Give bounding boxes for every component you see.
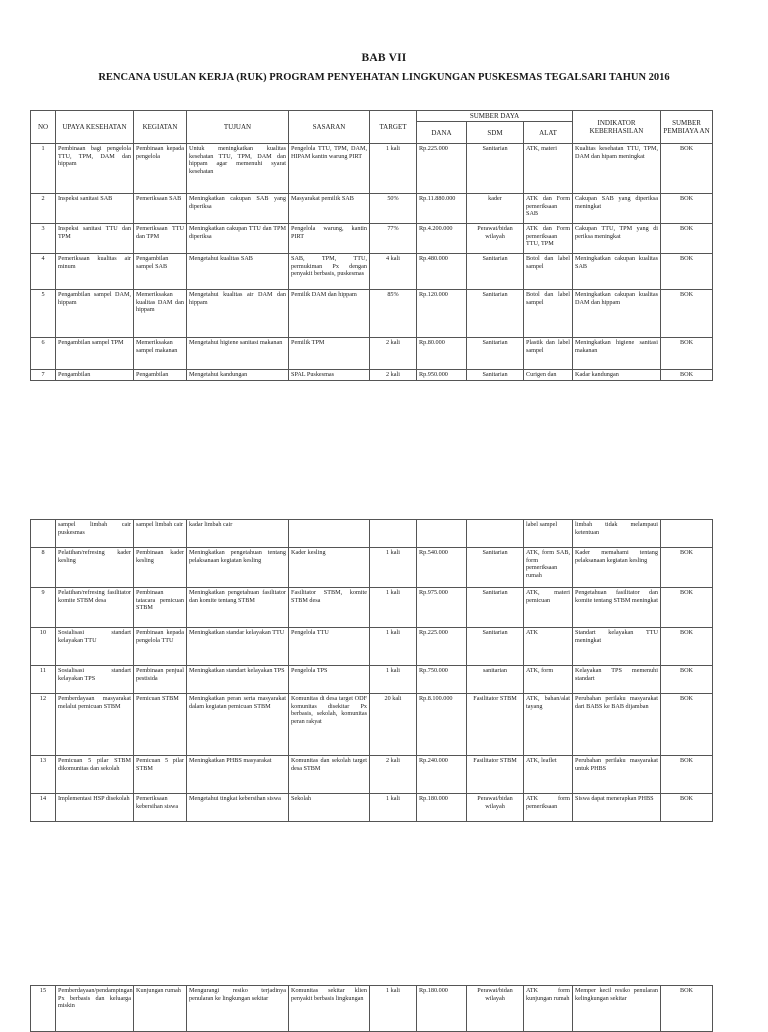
cell-no: 15 bbox=[31, 986, 56, 1032]
cell-dana: Rp.950.000 bbox=[417, 370, 467, 381]
cell-sdm: Sanitarian bbox=[467, 370, 524, 381]
cell-sumber: BOK bbox=[661, 694, 713, 756]
cell-target: 77% bbox=[370, 224, 417, 254]
cell-sdm: Sanitarian bbox=[467, 628, 524, 666]
cell-tujuan: Meningkatkan PHBS masyarakat bbox=[187, 756, 289, 794]
cell-sasaran: Kader kesling bbox=[289, 548, 370, 588]
cell-dana: Rp.225.000 bbox=[417, 144, 467, 194]
cell-target: 1 kali bbox=[370, 666, 417, 694]
cell-sumber: BOK bbox=[661, 290, 713, 338]
cell-alat: ATK, form SAB, form pemeriksaan rumah bbox=[524, 548, 573, 588]
cell-target: 1 kali bbox=[370, 986, 417, 1032]
cell-kegiatan: Pemeriksaan SAB bbox=[134, 194, 187, 224]
cell-no: 12 bbox=[31, 694, 56, 756]
cell-sasaran: Pemilik TPM bbox=[289, 338, 370, 370]
cell-alat: ATK form pemeriksaan bbox=[524, 794, 573, 822]
cell-sumber: BOK bbox=[661, 254, 713, 290]
cell-alat: ATK, form bbox=[524, 666, 573, 694]
cell-target bbox=[370, 520, 417, 548]
cell-no bbox=[31, 520, 56, 548]
cell-sumber: BOK bbox=[661, 548, 713, 588]
cell-no: 10 bbox=[31, 628, 56, 666]
cell-no: 14 bbox=[31, 794, 56, 822]
table-row bbox=[31, 338, 713, 370]
cell-alat: ATK form kunjungan rumah bbox=[524, 986, 573, 1032]
table-row bbox=[31, 666, 713, 694]
cell-upaya: Pengambilan sampel TPM bbox=[56, 338, 134, 370]
cell-dana: Rp.240.000 bbox=[417, 756, 467, 794]
cell-tujuan: Mengetahui kandungan bbox=[187, 370, 289, 381]
cell-sasaran: Masyarakat pemilik SAB bbox=[289, 194, 370, 224]
cell-no: 4 bbox=[31, 254, 56, 290]
table-row bbox=[31, 756, 713, 794]
cell-sdm: Sanitarian bbox=[467, 548, 524, 588]
cell-indikator: Meningkatkan cakupan kualitas SAB bbox=[573, 254, 661, 290]
cell-indikator: Perubahan perilaku masyarakat untuk PHBS bbox=[573, 756, 661, 794]
header-tujuan: TUJUAN bbox=[187, 111, 289, 144]
cell-dana: Rp.180.000 bbox=[417, 794, 467, 822]
cell-kegiatan: sampel limbah cair bbox=[134, 520, 187, 548]
cell-tujuan: Meningkatkan standar kelayakan TTU bbox=[187, 628, 289, 666]
cell-indikator: Perubahan perilaku masyarakat dari BABS ke BAB dijamban bbox=[573, 694, 661, 756]
cell-target: 2 kali bbox=[370, 756, 417, 794]
table-row bbox=[31, 520, 713, 548]
cell-target: 1 kali bbox=[370, 588, 417, 628]
cell-upaya: Pemeriksaan kualitas air minum bbox=[56, 254, 134, 290]
cell-dana bbox=[417, 520, 467, 548]
cell-sdm: Sanitarian bbox=[467, 588, 524, 628]
cell-upaya: Pengambilan bbox=[56, 370, 134, 381]
header-alat: ALAT bbox=[524, 122, 573, 144]
cell-upaya: Pelatihan/refresing kader kesling bbox=[56, 548, 134, 588]
cell-kegiatan: Pemeriksaan kebersihan siswa bbox=[134, 794, 187, 822]
cell-sasaran: Komunitas dan sekolah target desa STBM bbox=[289, 756, 370, 794]
cell-sumber: BOK bbox=[661, 194, 713, 224]
cell-sumber: BOK bbox=[661, 224, 713, 254]
table-row bbox=[31, 194, 713, 224]
table-row bbox=[31, 588, 713, 628]
cell-upaya: Sosialisasi standart kelayakan TTU bbox=[56, 628, 134, 666]
cell-tujuan: kadar limbah cair bbox=[187, 520, 289, 548]
table-row bbox=[31, 548, 713, 588]
table-row bbox=[31, 290, 713, 338]
cell-tujuan: Meningkatkan cakupan SAB yang diperiksa bbox=[187, 194, 289, 224]
cell-indikator: Memper kecil resiko penularan kelingkungan sekitar bbox=[573, 986, 661, 1032]
cell-indikator: Meningkatkan cakupan kualitas DAM dan hippam bbox=[573, 290, 661, 338]
cell-dana: Rp.225.000 bbox=[417, 628, 467, 666]
cell-target: 2 kali bbox=[370, 338, 417, 370]
header-kegiatan: KEGIATAN bbox=[134, 111, 187, 144]
cell-sasaran: SAB, TPM, TTU, permukiman Px dengan penyakit berbasis, puskesmas bbox=[289, 254, 370, 290]
cell-tujuan: Mengetahui kualitas air DAM dan hippam bbox=[187, 290, 289, 338]
cell-target: 1 kali bbox=[370, 628, 417, 666]
cell-kegiatan: Memeriksakan sampel makanan bbox=[134, 338, 187, 370]
cell-sdm bbox=[467, 520, 524, 548]
page-subtitle: RENCANA USULAN KERJA (RUK) PROGRAM PENYEHATAN LINGKUNGAN PUSKESMAS TEGALSARI TAHUN 2016 bbox=[98, 72, 670, 83]
ruk-table-page-1 bbox=[30, 110, 713, 381]
cell-indikator: Kelayakan TPS memenuhi standart bbox=[573, 666, 661, 694]
cell-indikator: Kader memahami tentang pelaksanaan kegiatan kesling bbox=[573, 548, 661, 588]
cell-sdm: sanitarian bbox=[467, 666, 524, 694]
cell-alat: ATK, materi bbox=[524, 144, 573, 194]
cell-target: 1 kali bbox=[370, 794, 417, 822]
cell-upaya: Pemberdayaan/pendampingan Px berbasis dan keluarga miskin bbox=[56, 986, 134, 1032]
cell-no: 9 bbox=[31, 588, 56, 628]
cell-sdm: Perawat/bidan wilayah bbox=[467, 986, 524, 1032]
header-indikator: INDIKATOR KEBERHASILAN bbox=[573, 111, 661, 144]
cell-sasaran: Pengelola warung, kantin PIRT bbox=[289, 224, 370, 254]
cell-sumber bbox=[661, 520, 713, 548]
cell-dana: Rp.4.200.000 bbox=[417, 224, 467, 254]
cell-dana: Rp.11.880.000 bbox=[417, 194, 467, 224]
header-sasaran: SASARAN bbox=[289, 111, 370, 144]
cell-target: 2 kali bbox=[370, 370, 417, 381]
table-row bbox=[31, 224, 713, 254]
cell-upaya: Inspeksi sanitasi SAB bbox=[56, 194, 134, 224]
cell-sumber: BOK bbox=[661, 588, 713, 628]
cell-sumber: BOK bbox=[661, 370, 713, 381]
table-row bbox=[31, 794, 713, 822]
cell-kegiatan: Pembinaan kepada pengelola TTU bbox=[134, 628, 187, 666]
cell-alat: Curigen dan bbox=[524, 370, 573, 381]
cell-sdm: Fasilitator STBM bbox=[467, 756, 524, 794]
cell-tujuan: Mengurangi resiko terjadinya penularan ke lingkungan sekitar bbox=[187, 986, 289, 1032]
cell-indikator: Standart kelayakan TTU meningkat bbox=[573, 628, 661, 666]
table-row bbox=[31, 628, 713, 666]
cell-indikator: Pengetahuan fasilitator dan komite tentang STBM meningkat bbox=[573, 588, 661, 628]
cell-kegiatan: Pembinaan kader kesling bbox=[134, 548, 187, 588]
cell-dana: Rp.480.000 bbox=[417, 254, 467, 290]
cell-upaya: Sosialisasi standart kelayakan TPS bbox=[56, 666, 134, 694]
table-row bbox=[31, 370, 713, 381]
cell-dana: Rp.120.000 bbox=[417, 290, 467, 338]
cell-dana: Rp.180.000 bbox=[417, 986, 467, 1032]
cell-sasaran: Sekolah bbox=[289, 794, 370, 822]
cell-alat: Plastik dan label sampel bbox=[524, 338, 573, 370]
cell-dana: Rp.750.000 bbox=[417, 666, 467, 694]
cell-sumber: BOK bbox=[661, 666, 713, 694]
cell-sdm: Sanitarian bbox=[467, 338, 524, 370]
cell-upaya: Pemberdayaan masyarakat melalui pemicuan STBM bbox=[56, 694, 134, 756]
cell-no: 2 bbox=[31, 194, 56, 224]
table-row bbox=[31, 694, 713, 756]
table-row bbox=[31, 144, 713, 194]
cell-sdm: Perawat/bidan wilayah bbox=[467, 224, 524, 254]
cell-sdm: Perawat/bidan wilayah bbox=[467, 794, 524, 822]
cell-no: 8 bbox=[31, 548, 56, 588]
header-target: TARGET bbox=[370, 111, 417, 144]
cell-upaya: Inspeksi sanitasi TTU dan TPM bbox=[56, 224, 134, 254]
cell-sasaran: Komunitas di desa target ODF komunitas disekitar Px berbasis, sekolah, komunitas peran rakyat bbox=[289, 694, 370, 756]
ruk-table-page-3 bbox=[30, 985, 713, 1032]
cell-indikator: Cakupan SAB yang diperiksa meningkat bbox=[573, 194, 661, 224]
header-no: NO bbox=[31, 111, 56, 144]
cell-sasaran: Pengelola TPS bbox=[289, 666, 370, 694]
cell-sdm: Sanitarian bbox=[467, 254, 524, 290]
cell-kegiatan: Pemicuan STBM bbox=[134, 694, 187, 756]
cell-no: 3 bbox=[31, 224, 56, 254]
table-row bbox=[31, 986, 713, 1032]
cell-tujuan: Meningkatkan pengetahuan tentang pelaksanaan kegiatan kesling bbox=[187, 548, 289, 588]
cell-indikator: Cakupan TTU, TPM yang di periksa meningkat bbox=[573, 224, 661, 254]
cell-kegiatan: Pembinaan tatacara pemicuan STBM bbox=[134, 588, 187, 628]
cell-sdm: Sanitarian bbox=[467, 144, 524, 194]
ruk-table-page-2 bbox=[30, 519, 713, 822]
cell-no: 6 bbox=[31, 338, 56, 370]
cell-alat: ATK dan Form pemeriksaan SAB bbox=[524, 194, 573, 224]
cell-sumber: BOK bbox=[661, 794, 713, 822]
cell-no: 7 bbox=[31, 370, 56, 381]
cell-upaya: sampel limbah cair puskesmas bbox=[56, 520, 134, 548]
cell-target: 20 kali bbox=[370, 694, 417, 756]
cell-no: 11 bbox=[31, 666, 56, 694]
cell-dana: Rp.8.100.000 bbox=[417, 694, 467, 756]
cell-alat: label sampel bbox=[524, 520, 573, 548]
cell-tujuan: Mengetahui tingkat kebersihan siswa bbox=[187, 794, 289, 822]
cell-upaya: Pelatihan/refresing fasilitator komite STBM desa bbox=[56, 588, 134, 628]
cell-sumber: BOK bbox=[661, 628, 713, 666]
cell-target: 50% bbox=[370, 194, 417, 224]
cell-kegiatan: Pemeriksaan TTU dan TPM bbox=[134, 224, 187, 254]
cell-indikator: Kualitas kesehatan TTU, TPM, DAM dan hipam meningkat bbox=[573, 144, 661, 194]
header-sumber-pembiayaan: SUMBER PEMBIAYA AN bbox=[661, 111, 713, 144]
cell-dana: Rp.975.000 bbox=[417, 588, 467, 628]
cell-indikator: Meningkatkan higiene sanitasi makanan bbox=[573, 338, 661, 370]
cell-dana: Rp.540.000 bbox=[417, 548, 467, 588]
cell-alat: Botol dan label sampel bbox=[524, 254, 573, 290]
cell-target: 1 kali bbox=[370, 548, 417, 588]
cell-sasaran: Fasilitator STBM, komite STBM desa bbox=[289, 588, 370, 628]
cell-tujuan: Mengetahui higiene sanitasi makanan bbox=[187, 338, 289, 370]
cell-upaya: Pemicuan 5 pilar STBM dikomunitas dan sekolah bbox=[56, 756, 134, 794]
cell-target: 4 kali bbox=[370, 254, 417, 290]
cell-no: 13 bbox=[31, 756, 56, 794]
cell-sumber: BOK bbox=[661, 338, 713, 370]
header-dana: DANA bbox=[417, 122, 467, 144]
cell-sdm: Fasilitator STBM bbox=[467, 694, 524, 756]
cell-tujuan: Meningkatkan standart kelayakan TPS bbox=[187, 666, 289, 694]
cell-alat: ATK bbox=[524, 628, 573, 666]
cell-no: 1 bbox=[31, 144, 56, 194]
cell-alat: ATK dan Form pemeriksaan TTU, TPM bbox=[524, 224, 573, 254]
cell-tujuan: Untuk meningkatkan kualitas kesehatan TTU, TPM, DAM dan hippam agar memenuhi syarat kesehatan bbox=[187, 144, 289, 194]
cell-no: 5 bbox=[31, 290, 56, 338]
cell-kegiatan: Pembinaan kepada pengelola bbox=[134, 144, 187, 194]
cell-alat: ATK, leaflet bbox=[524, 756, 573, 794]
cell-kegiatan: Pengambilan bbox=[134, 370, 187, 381]
cell-target: 85% bbox=[370, 290, 417, 338]
cell-kegiatan: Pengambilan sampel SAB bbox=[134, 254, 187, 290]
cell-dana: Rp.80.000 bbox=[417, 338, 467, 370]
cell-tujuan: Meningkatkan pengetahuan fasilitator dan komite tentang STBM bbox=[187, 588, 289, 628]
cell-sumber: BOK bbox=[661, 144, 713, 194]
cell-sdm: Sanitarian bbox=[467, 290, 524, 338]
cell-sumber: BOK bbox=[661, 756, 713, 794]
cell-sumber: BOK bbox=[661, 986, 713, 1032]
header-sdm: SDM bbox=[467, 122, 524, 144]
cell-kegiatan: Kunjungan rumah bbox=[134, 986, 187, 1032]
cell-tujuan: Meningkatkan cakupan TTU dan TPM diperiksa bbox=[187, 224, 289, 254]
cell-alat: Botol dan label sampel bbox=[524, 290, 573, 338]
cell-kegiatan: Memeriksakan kualitas DAM dan hippam bbox=[134, 290, 187, 338]
cell-indikator: Kadar kandungan bbox=[573, 370, 661, 381]
cell-upaya: Implementasi HSP disekolah bbox=[56, 794, 134, 822]
cell-kegiatan: Pembinaan penjual pestisida bbox=[134, 666, 187, 694]
cell-sdm: kader bbox=[467, 194, 524, 224]
cell-alat: ATK, bahan/alat tayang bbox=[524, 694, 573, 756]
cell-sasaran: Pengelola TTU bbox=[289, 628, 370, 666]
cell-kegiatan: Pemicuan 5 pilar STBM bbox=[134, 756, 187, 794]
cell-sasaran: Pemilik DAM dan hippam bbox=[289, 290, 370, 338]
table-row bbox=[31, 254, 713, 290]
cell-upaya: Pembinaan bagi pengelola TTU, TPM, DAM dan hippam bbox=[56, 144, 134, 194]
page-title: BAB VII bbox=[361, 52, 407, 64]
cell-indikator: limbah tidak melampaui ketentuan bbox=[573, 520, 661, 548]
cell-sasaran: Komunitas sekitar klien penyakit berbasis lingkungan bbox=[289, 986, 370, 1032]
header-upaya: UPAYA KESEHATAN bbox=[56, 111, 134, 144]
header-sumber-daya: SUMBER DAYA bbox=[417, 111, 573, 122]
cell-tujuan: Mengetahui kualitas SAB bbox=[187, 254, 289, 290]
cell-sasaran: SPAL Puskesmas bbox=[289, 370, 370, 381]
cell-tujuan: Meningkatkan peran serta masyarakat dalam kegiatan pemicuan STBM bbox=[187, 694, 289, 756]
cell-indikator: Siswa dapat menerapkan PHBS bbox=[573, 794, 661, 822]
cell-upaya: Pengambilan sampel DAM, hippam bbox=[56, 290, 134, 338]
cell-sasaran bbox=[289, 520, 370, 548]
cell-alat: ATK, materi pemicuan bbox=[524, 588, 573, 628]
cell-sasaran: Pengelola TTU, TPM, DAM, HIPAM kantin warung PIRT bbox=[289, 144, 370, 194]
cell-target: 1 kali bbox=[370, 144, 417, 194]
